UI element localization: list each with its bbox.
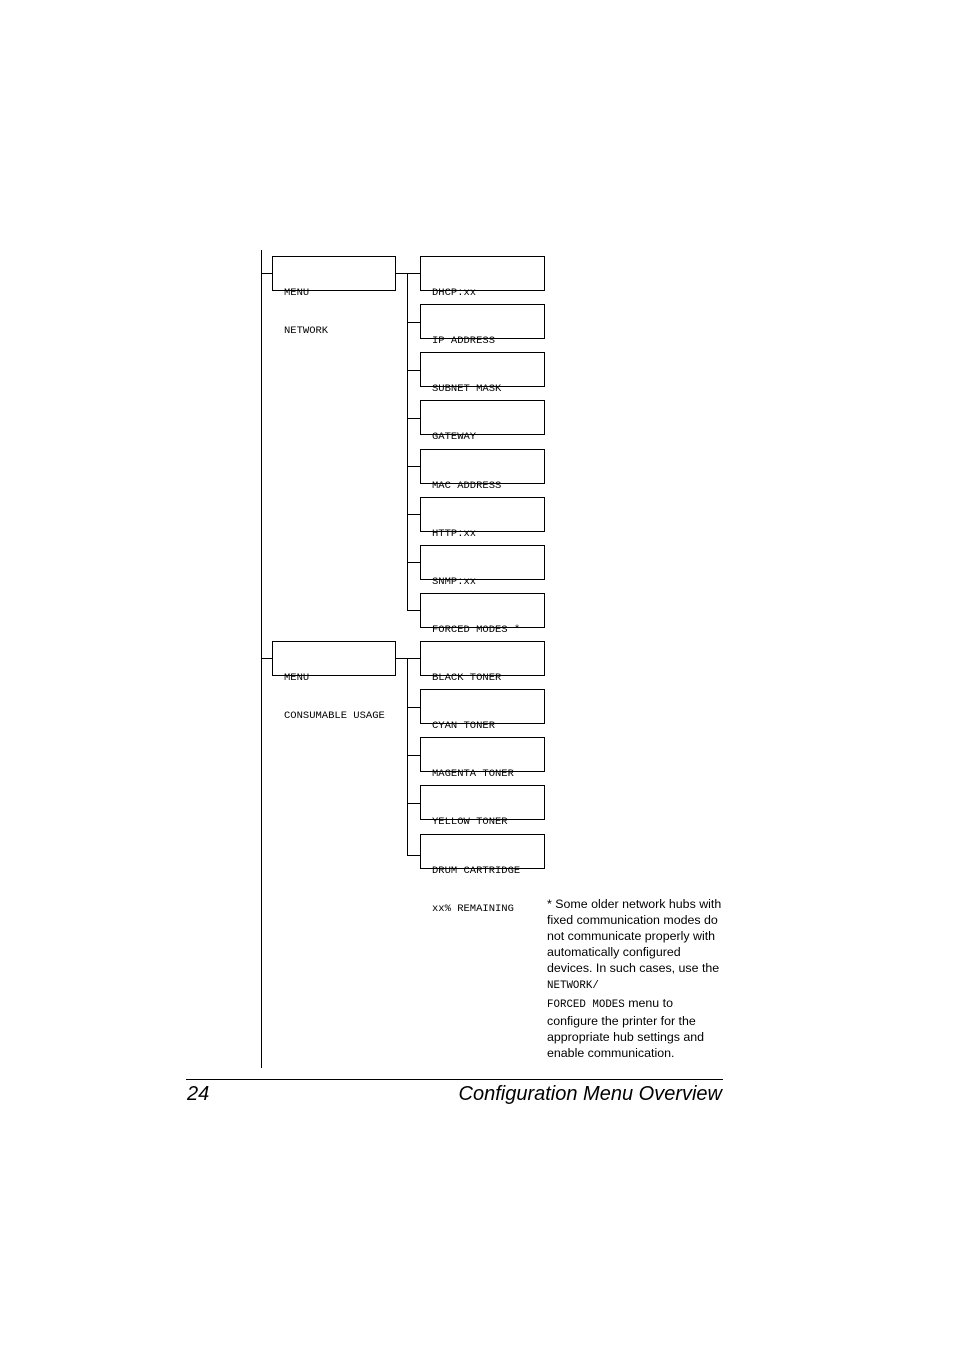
branch-tick (407, 610, 420, 611)
menu-network-box (272, 256, 396, 337)
connector-network (261, 273, 272, 274)
footnote-code-forced-modes: FORCED MODES (547, 998, 625, 1011)
connector-network-right (396, 273, 420, 274)
footer-rule (186, 1079, 723, 1080)
branch-tick (407, 370, 420, 371)
item-line1: DHCP:xx (432, 287, 477, 299)
page-footer-title: Configuration Menu Overview (458, 1083, 722, 1105)
network-item-snmp (420, 545, 545, 588)
network-item-subnet-mask (420, 352, 545, 395)
menu-tree-trunk (261, 250, 262, 1068)
connector-consumable-right (396, 658, 420, 659)
footnote-code-network: NETWORK/ (547, 980, 599, 993)
consumable-item-yellow-toner (420, 785, 545, 828)
item-line1: MAC ADDRESS (432, 480, 502, 492)
consumable-branch-line (407, 658, 408, 856)
network-item-ip-address (420, 304, 545, 347)
item-line1: MAGENTA TONER (432, 768, 514, 780)
item-line1: FORCED MODES * (432, 624, 521, 636)
branch-tick (407, 707, 420, 708)
branch-tick (407, 418, 420, 419)
network-item-forced-modes (420, 593, 545, 636)
branch-tick (407, 322, 420, 323)
network-item-mac-address (420, 449, 545, 492)
footnote-text-after: menu to configure the printer for the appropriate hub settings and enable communication. (547, 995, 705, 1060)
footnote (547, 896, 727, 1061)
consumable-item-magenta-toner (420, 737, 545, 780)
menu-consumable-box (272, 641, 396, 722)
item-line2: xx% REMAINING (432, 902, 514, 915)
item-line1: CYAN TONER (432, 720, 496, 732)
network-item-http (420, 497, 545, 540)
network-item-dhcp (420, 256, 545, 299)
menu-network-line1: MENU (284, 287, 310, 299)
item-line1: SUBNET MASK (432, 383, 502, 395)
consumable-item-drum-cartridge (420, 834, 545, 915)
branch-tick (407, 855, 420, 856)
item-line1: SNMP:xx (432, 576, 477, 588)
menu-consumable-line2: CONSUMABLE USAGE (284, 709, 385, 722)
menu-network-line2: NETWORK (284, 324, 329, 337)
menu-consumable-line1: MENU (284, 672, 310, 684)
network-item-gateway (420, 400, 545, 443)
connector-consumable (261, 658, 272, 659)
item-line1: GATEWAY (432, 431, 477, 443)
branch-tick (407, 803, 420, 804)
item-line1: IP ADDRESS (432, 335, 496, 347)
footnote-text-before: * Some older network hubs with fixed communication modes do not communicate properly with automatically configured devices. In such cases, use the (547, 897, 722, 976)
item-line1: BLACK TONER (432, 672, 502, 684)
page-number: 24 (187, 1083, 210, 1105)
branch-tick (407, 562, 420, 563)
item-line1: HTTP:xx (432, 528, 477, 540)
branch-tick (407, 466, 420, 467)
item-line1: YELLOW TONER (432, 816, 508, 828)
consumable-item-cyan-toner (420, 689, 545, 732)
network-branch-line (407, 273, 408, 611)
branch-tick (407, 514, 420, 515)
consumable-item-black-toner (420, 641, 545, 684)
branch-tick (407, 755, 420, 756)
item-line1: DRUM CARTRIDGE (432, 865, 521, 877)
